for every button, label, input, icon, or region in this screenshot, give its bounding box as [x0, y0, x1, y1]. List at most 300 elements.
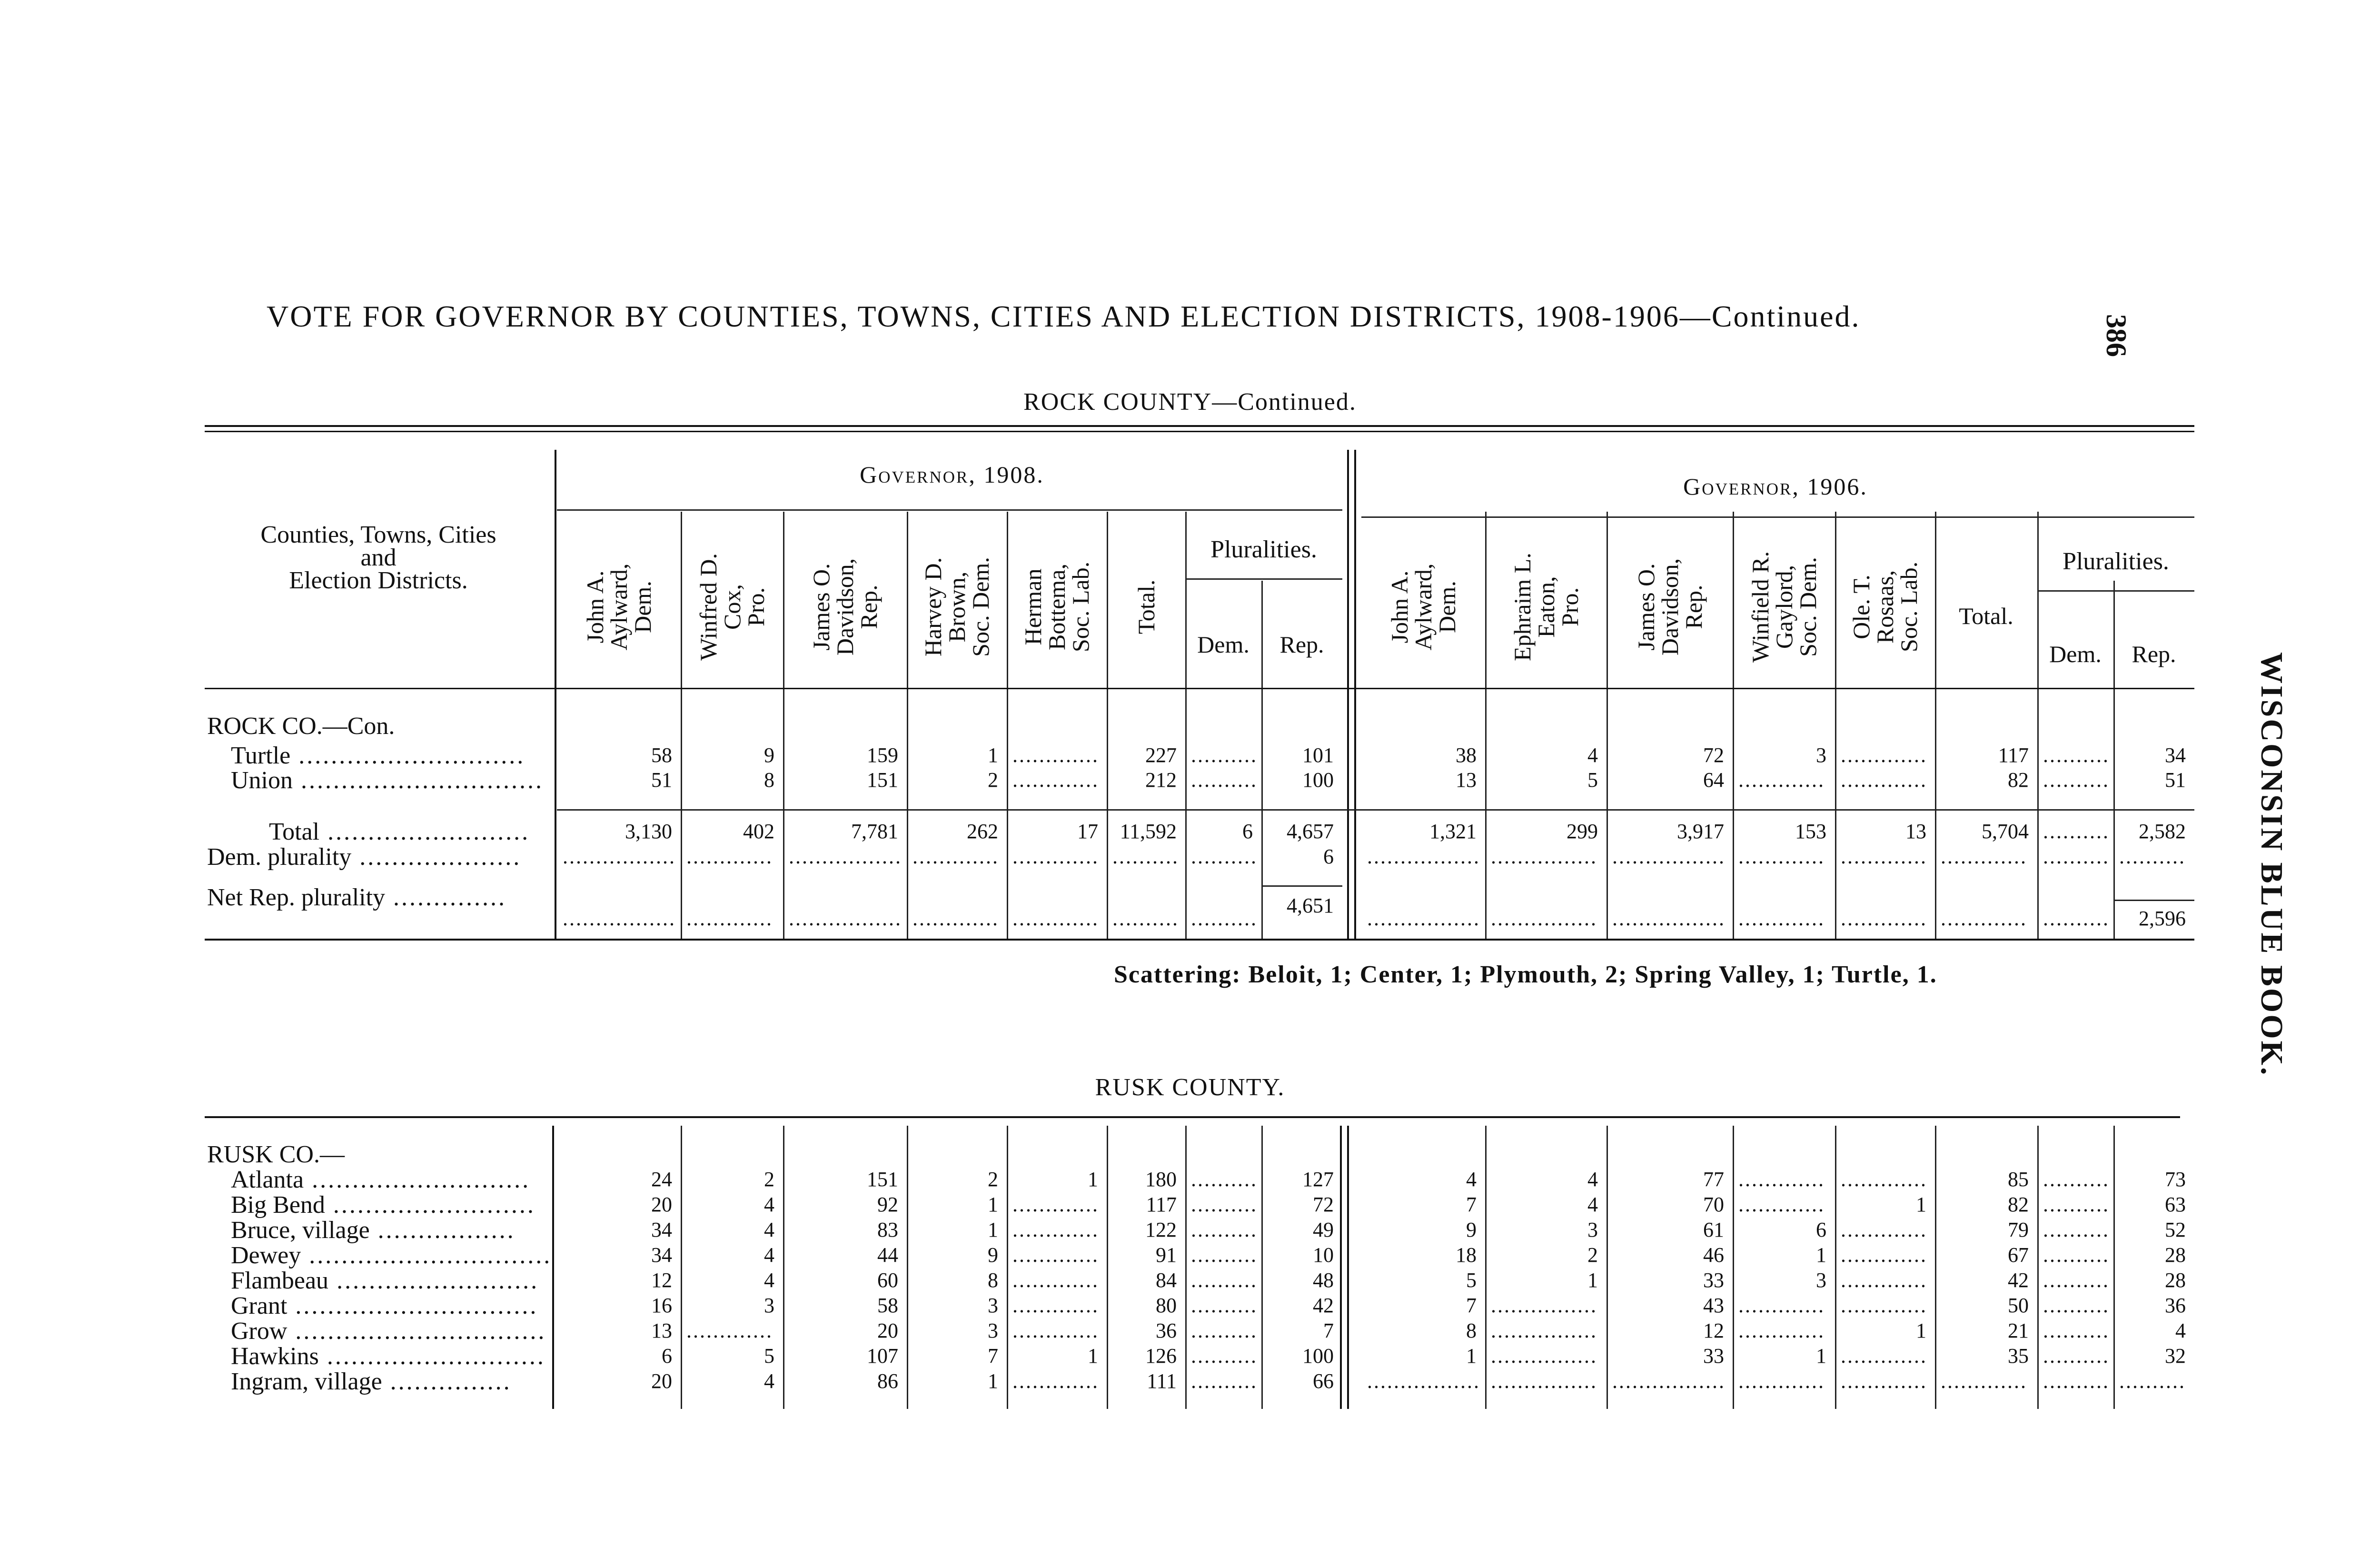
empty-cell: .............: [1738, 768, 1825, 792]
empty-cell: .............: [1841, 845, 1927, 868]
empty-cell: .............: [912, 845, 999, 868]
empty-cell: ..........: [2043, 1294, 2110, 1317]
value-cell: 1: [1088, 1344, 1098, 1368]
column-divider: [681, 512, 682, 940]
value-cell: 13: [651, 1319, 672, 1342]
value-cell: 4,657: [1287, 820, 1334, 843]
leader-dots: ..............................: [301, 1242, 552, 1269]
plurality-rule-1908: [1185, 578, 1342, 580]
value-cell: 6: [1242, 820, 1253, 843]
column-header-line: Aylward,: [605, 563, 632, 651]
row-turtle: [231, 743, 552, 768]
county-row-label: ROCK CO.—Con.: [207, 713, 395, 740]
empty-cell: ................: [1491, 845, 1597, 868]
value-cell: 36: [1156, 1319, 1177, 1342]
value-cell: 1: [1816, 1344, 1826, 1368]
value-cell: 36: [2165, 1294, 2186, 1317]
value-cell: 1: [988, 1193, 998, 1216]
empty-cell: ..........: [2043, 1369, 2110, 1393]
empty-cell: ..........: [1191, 1319, 1258, 1342]
group-header-1908: Governor, 1908.: [860, 461, 1044, 488]
value-cell: 28: [2165, 1269, 2186, 1292]
value-cell: 5: [1466, 1269, 1477, 1292]
empty-cell: .............: [686, 907, 773, 930]
group-rule-1906: [1361, 516, 2194, 518]
value-cell: 126: [1145, 1344, 1177, 1368]
value-cell: 7,781: [851, 820, 898, 843]
empty-cell: ..........: [2119, 845, 2186, 868]
value-cell: 43: [1703, 1294, 1724, 1317]
empty-cell: .............: [1012, 1319, 1099, 1342]
value-cell: 35: [2008, 1344, 2029, 1368]
empty-cell: ..........: [2043, 1269, 2110, 1292]
column-header-line: Rep.: [1680, 585, 1707, 629]
row-ingram-village: [231, 1369, 552, 1394]
row-label: Flambeau: [231, 1267, 329, 1294]
value-cell: 262: [967, 820, 998, 843]
stub-header: [209, 521, 547, 594]
empty-cell: .............: [1841, 1294, 1927, 1317]
empty-cell: .............: [1841, 1369, 1927, 1393]
empty-cell: ..........: [2043, 1193, 2110, 1216]
column-divider: [1485, 512, 1487, 940]
value-cell: 64: [1703, 768, 1724, 792]
value-cell: 12: [1703, 1319, 1724, 1342]
column-header-line: Bottema,: [1043, 564, 1070, 650]
column-header-line: Rep.: [855, 585, 882, 629]
value-cell: 67: [2008, 1243, 2029, 1267]
empty-cell: ................: [1491, 1369, 1597, 1393]
value-cell: 18: [1456, 1243, 1477, 1267]
row-bruce-village: [231, 1218, 552, 1243]
column-divider: [783, 512, 784, 940]
value-cell: 3,917: [1677, 820, 1724, 843]
value-cell: 21: [2008, 1319, 2029, 1342]
value-cell: 44: [877, 1243, 898, 1267]
row-label: Atlanta: [231, 1166, 304, 1193]
value-cell: 9: [1466, 1218, 1477, 1241]
rusk-column-divider: [1835, 1126, 1836, 1409]
leader-dots: ...........................: [318, 1343, 545, 1370]
group-header-1906: Governor, 1906.: [1683, 473, 1868, 500]
value-cell: 2: [764, 1168, 774, 1191]
value-cell: 16: [651, 1294, 672, 1317]
value-cell: 1: [1466, 1344, 1477, 1368]
empty-cell: .............: [1941, 845, 2027, 868]
value-cell: 17: [1077, 820, 1098, 843]
value-cell: 6: [662, 1344, 672, 1368]
group-rule-1908: [557, 509, 1342, 511]
leader-dots: .........................: [328, 1267, 539, 1294]
value-cell: 4: [1587, 1168, 1598, 1191]
value-cell: 20: [651, 1193, 672, 1216]
empty-cell: ..........: [1191, 768, 1258, 792]
value-cell: 100: [1302, 1344, 1334, 1368]
row-dem-plurality: [207, 845, 552, 870]
value-cell: 79: [2008, 1218, 2029, 1241]
year-divider-b: [1354, 450, 1356, 940]
value-cell: 4: [764, 1369, 774, 1393]
value-cell: 73: [2165, 1168, 2186, 1191]
empty-cell: .............: [686, 845, 773, 868]
value-cell: 1,321: [1429, 820, 1477, 843]
value-cell: 80: [1156, 1294, 1177, 1317]
column-header-line: Winfred D.: [694, 553, 722, 661]
column-header-line: Soc. Lab.: [1067, 561, 1094, 653]
row-hawkins: [231, 1344, 552, 1369]
value-cell: 4: [764, 1218, 774, 1241]
column-divider: [1835, 512, 1836, 940]
row-grant: [231, 1294, 552, 1318]
value-cell: 2: [1587, 1243, 1598, 1267]
value-cell: 58: [877, 1294, 898, 1317]
column-header-1908-2: [696, 528, 768, 685]
value-cell: 1: [988, 1369, 998, 1393]
row-label: Turtle: [231, 742, 291, 769]
empty-cell: .............: [1012, 1294, 1099, 1317]
column-header-line: Herman: [1020, 568, 1046, 645]
value-cell: 4: [764, 1269, 774, 1292]
pluralities-header-1908: Pluralities.: [1210, 536, 1317, 563]
row-atlanta: [231, 1168, 552, 1192]
value-cell: 7: [1466, 1193, 1477, 1216]
empty-cell: ..........: [1112, 907, 1179, 930]
leader-dots: .................: [369, 1217, 516, 1244]
value-cell: 83: [877, 1218, 898, 1241]
value-cell: 66: [1313, 1369, 1334, 1393]
empty-cell: ..........: [1191, 1243, 1258, 1267]
value-cell: 86: [877, 1369, 898, 1393]
empty-cell: .................: [1612, 1369, 1726, 1393]
value-cell: 42: [1313, 1294, 1334, 1317]
dem-header-1908: Dem.: [1197, 631, 1250, 658]
value-cell: 1: [988, 1218, 998, 1241]
empty-cell: ..........: [1191, 1193, 1258, 1216]
column-header-1908-6: [1134, 528, 1158, 685]
value-cell: 10: [1313, 1243, 1334, 1267]
empty-cell: .................: [563, 845, 676, 868]
value-cell: 1: [1587, 1269, 1598, 1292]
leader-dots: ..............................: [293, 767, 544, 794]
empty-cell: ..........: [1112, 845, 1179, 868]
value-cell: 7: [1323, 1319, 1334, 1342]
value-cell: 12: [651, 1269, 672, 1292]
row-label: Ingram, village: [231, 1368, 382, 1395]
column-header-1908-3: [809, 528, 881, 685]
rusk-column-divider: [1185, 1126, 1187, 1409]
value-cell: 72: [1703, 743, 1724, 767]
value-cell: 91: [1156, 1243, 1177, 1267]
row-label: Grant: [231, 1292, 288, 1319]
empty-cell: .............: [1738, 1294, 1825, 1317]
net-plurality-rule-1908: [1261, 885, 1342, 887]
dem-header-1906: Dem.: [2049, 641, 2102, 667]
value-cell: 3: [988, 1294, 998, 1317]
row-label: Hawkins: [231, 1343, 319, 1370]
value-cell: 42: [2008, 1269, 2029, 1292]
column-divider: [2037, 512, 2039, 940]
empty-cell: .................: [1612, 845, 1726, 868]
value-cell: 7: [988, 1344, 998, 1368]
table-bottom-rule: [205, 939, 2194, 941]
row-total: [269, 820, 552, 844]
value-cell: 61: [1703, 1218, 1724, 1241]
empty-cell: ..........: [2043, 845, 2110, 868]
column-header-line: Harvey D.: [920, 557, 946, 657]
scattering-note: Scattering: Beloit, 1; Center, 1; Plymouth, 2; Spring Valley, 1; Turtle, 1.: [1114, 961, 1937, 988]
value-cell: 13: [1905, 820, 1926, 843]
value-cell: 3: [988, 1319, 998, 1342]
empty-cell: .............: [1841, 907, 1927, 930]
empty-cell: .............: [1841, 1168, 1927, 1191]
empty-cell: ..........: [2043, 1243, 2110, 1267]
leader-dots: ..............: [385, 884, 507, 911]
row-net-rep-plurality: [207, 885, 552, 910]
empty-cell: .............: [1841, 1269, 1927, 1292]
column-header-line: Winfield R.: [1746, 551, 1774, 663]
column-header-line: Ole. T.: [1848, 575, 1874, 639]
column-header-1906-11: [1634, 528, 1706, 685]
row-label: Grow: [231, 1318, 288, 1345]
value-cell: 33: [1703, 1269, 1724, 1292]
empty-cell: ..........: [1191, 1218, 1258, 1241]
value-cell: 212: [1145, 768, 1177, 792]
empty-cell: .................: [1367, 845, 1480, 868]
column-header-line: Aylward,: [1410, 563, 1437, 651]
value-cell: 7: [1466, 1294, 1477, 1317]
value-cell: 20: [877, 1319, 898, 1342]
value-cell: 1: [1916, 1319, 1926, 1342]
value-cell: 1: [1088, 1168, 1098, 1191]
value-cell: 5: [1587, 768, 1598, 792]
empty-cell: .............: [1941, 907, 2027, 930]
value-cell: 3: [1816, 1269, 1826, 1292]
rep-header-1908: Rep.: [1279, 631, 1324, 658]
value-cell: 1: [988, 743, 998, 767]
empty-cell: ..........: [1191, 1294, 1258, 1317]
value-cell: 122: [1145, 1218, 1177, 1241]
stub-header-line-3: Election Districts.: [289, 567, 468, 594]
rusk-year-divider-a: [1340, 1126, 1342, 1409]
column-header-1906-13: [1849, 528, 1921, 685]
empty-cell: ..........: [2043, 768, 2110, 792]
column-header-line: Pro.: [742, 587, 769, 626]
column-header-line: Soc. Lab.: [1895, 561, 1922, 653]
value-cell: 28: [2165, 1243, 2186, 1267]
empty-cell: .............: [1841, 768, 1927, 792]
column-header-line: Dem.: [1434, 581, 1460, 633]
column-header-1906-10: [1510, 528, 1582, 685]
empty-cell: .............: [1738, 907, 1825, 930]
value-cell: 117: [1146, 1193, 1177, 1216]
column-header-line: Davidson,: [1656, 558, 1683, 656]
value-cell: 3: [764, 1294, 774, 1317]
plurality-rule-1906: [2037, 590, 2194, 592]
empty-cell: ..........: [1191, 1168, 1258, 1191]
value-cell: 117: [1998, 743, 2029, 767]
leader-dots: ............................: [290, 742, 526, 769]
value-cell: 299: [1567, 820, 1598, 843]
value-cell: 34: [651, 1218, 672, 1241]
value-cell: 51: [2165, 768, 2186, 792]
row-dewey: [231, 1243, 552, 1268]
empty-cell: ..........: [2119, 1369, 2186, 1393]
value-cell: 3: [1816, 743, 1826, 767]
value-cell: 85: [2008, 1168, 2029, 1191]
row-label: Big Bend: [231, 1191, 325, 1219]
rusk-stub-divider: [552, 1126, 554, 1409]
column-header-line: James O.: [1632, 563, 1659, 651]
empty-cell: ................: [1491, 1344, 1597, 1368]
value-cell: 9: [764, 743, 774, 767]
empty-cell: ..........: [1191, 743, 1258, 767]
value-cell: 4: [1466, 1168, 1477, 1191]
empty-cell: .............: [1738, 1369, 1825, 1393]
value-cell: 63: [2165, 1193, 2186, 1216]
column-header-line: James O.: [808, 563, 834, 651]
value-cell: 60: [877, 1269, 898, 1292]
row-label: Net Rep. plurality: [207, 884, 386, 911]
empty-cell: .................: [789, 907, 902, 930]
empty-cell: .............: [1012, 845, 1099, 868]
value-cell: 51: [651, 768, 672, 792]
value-cell: 24: [651, 1168, 672, 1191]
row-grow: [231, 1319, 552, 1344]
row-big-bend: [231, 1193, 552, 1218]
empty-cell: .............: [1738, 1168, 1825, 1191]
value-cell: 20: [651, 1369, 672, 1393]
empty-cell: ..........: [1191, 1269, 1258, 1292]
value-cell: 52: [2165, 1218, 2186, 1241]
value-cell: 70: [1703, 1193, 1724, 1216]
value-cell: 2,596: [2139, 907, 2186, 930]
value-cell: 4: [764, 1243, 774, 1267]
value-cell: 402: [743, 820, 774, 843]
empty-cell: ..........: [1191, 907, 1258, 930]
empty-cell: ..........: [1191, 1369, 1258, 1393]
value-cell: 11,592: [1120, 820, 1177, 843]
empty-cell: .............: [1738, 845, 1825, 868]
column-header-line: Soc. Dem.: [967, 557, 994, 657]
column-header-1908-4: [921, 528, 992, 685]
leader-dots: .........................: [325, 1191, 536, 1219]
column-header-line: Ephraim L.: [1508, 553, 1536, 661]
value-cell: 38: [1456, 743, 1477, 767]
stub-divider: [555, 450, 556, 940]
running-header: WISCONSIN BLUE BOOK.: [2254, 652, 2289, 1077]
rusk-top-rule: [205, 1116, 2180, 1118]
column-header-1906-total: Total.: [1959, 603, 2013, 629]
column-header-line: Gaylord,: [1770, 565, 1797, 649]
value-cell: 2: [988, 1168, 998, 1191]
column-divider: [1733, 512, 1734, 940]
empty-cell: .............: [1841, 1218, 1927, 1241]
value-cell: 13: [1456, 768, 1477, 792]
value-cell: 6: [1816, 1218, 1826, 1241]
row-label: Dem. plurality: [207, 843, 352, 871]
empty-cell: .............: [1012, 1269, 1099, 1292]
empty-cell: .............: [1012, 768, 1099, 792]
empty-cell: ................: [1491, 907, 1597, 930]
value-cell: 3,130: [625, 820, 672, 843]
table-top-rule-2: [205, 431, 2194, 432]
value-cell: 2: [988, 768, 998, 792]
value-cell: 58: [651, 743, 672, 767]
empty-cell: ................: [1491, 1319, 1597, 1342]
empty-cell: .............: [1012, 1243, 1099, 1267]
empty-cell: .............: [1012, 1218, 1099, 1241]
value-cell: 8: [1466, 1319, 1477, 1342]
value-cell: 1: [1816, 1243, 1826, 1267]
column-header-line: Pro.: [1556, 587, 1583, 626]
column-divider: [1007, 512, 1008, 940]
empty-cell: .............: [1738, 1193, 1825, 1216]
stub-header-line-1: Counties, Towns, Cities: [260, 521, 496, 548]
empty-cell: ..........: [2043, 907, 2110, 930]
column-header-1908-5: [1021, 528, 1092, 685]
column-divider: [1107, 512, 1108, 940]
empty-cell: ..........: [2043, 1344, 2110, 1368]
column-divider: [1935, 512, 1936, 940]
value-cell: 227: [1145, 743, 1177, 767]
leader-dots: ....................: [351, 843, 522, 871]
column-header-line: Brown,: [943, 571, 970, 643]
value-cell: 159: [867, 743, 898, 767]
empty-cell: .............: [1841, 743, 1927, 767]
empty-cell: ..........: [1191, 1344, 1258, 1368]
column-header-1906-12: [1748, 528, 1820, 685]
row-label: Dewey: [231, 1242, 301, 1269]
value-cell: 48: [1313, 1269, 1334, 1292]
value-cell: 84: [1156, 1269, 1177, 1292]
value-cell: 77: [1703, 1168, 1724, 1191]
year-divider-a: [1347, 450, 1349, 940]
value-cell: 82: [2008, 768, 2029, 792]
value-cell: 1: [1916, 1193, 1926, 1216]
rock-county-title: ROCK COUNTY—Continued.: [1023, 388, 1357, 416]
empty-cell: ..........: [2043, 743, 2110, 767]
value-cell: 111: [1147, 1369, 1177, 1393]
column-header-line: Davidson,: [832, 558, 858, 656]
rusk-column-divider: [2037, 1126, 2039, 1409]
empty-cell: .............: [686, 1319, 773, 1342]
leader-dots: .........................: [319, 818, 530, 845]
empty-cell: .............: [1841, 1243, 1927, 1267]
value-cell: 4: [1587, 743, 1598, 767]
empty-cell: .............: [1941, 1369, 2027, 1393]
leader-dots: ...............................: [287, 1318, 546, 1345]
column-header-1906-9: [1388, 528, 1459, 685]
row-label: Union: [231, 767, 293, 794]
column-header-line: Dem.: [629, 581, 656, 633]
leader-dots: ..............................: [287, 1292, 538, 1319]
empty-cell: ..........: [2043, 820, 2110, 843]
empty-cell: .................: [1612, 907, 1726, 930]
page-title: VOTE FOR GOVERNOR BY COUNTIES, TOWNS, CITIES AND ELECTION DISTRICTS, 1908-1906—Continued.: [267, 299, 1861, 333]
value-cell: 180: [1145, 1168, 1177, 1191]
column-header-line: Eaton,: [1532, 576, 1559, 638]
rusk-county-row-label: RUSK CO.—: [207, 1141, 345, 1168]
column-header-line: Soc. Dem.: [1794, 557, 1821, 657]
empty-cell: .............: [1738, 1319, 1825, 1342]
column-header-line: John A.: [1386, 570, 1413, 644]
value-cell: 5,704: [1982, 820, 2029, 843]
value-cell: 151: [867, 768, 898, 792]
value-cell: 34: [2165, 743, 2186, 767]
value-cell: 2,582: [2139, 820, 2186, 843]
empty-cell: ................: [1491, 1294, 1597, 1317]
value-cell: 127: [1302, 1168, 1334, 1191]
